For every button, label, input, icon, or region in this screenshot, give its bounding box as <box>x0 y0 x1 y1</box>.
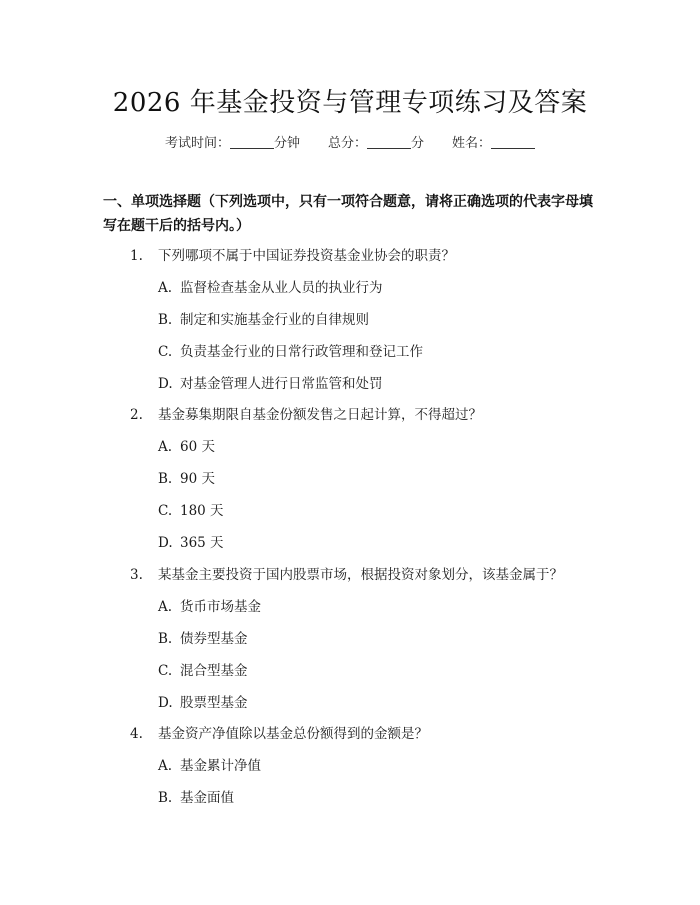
page-title: 2026 年基金投资与管理专项练习及答案 <box>112 88 588 118</box>
option-text: 基金累计净值 <box>180 758 261 774</box>
question-number: 3. <box>130 567 143 583</box>
option-2b <box>158 467 215 487</box>
option-text: 制定和实施基金行业的自律规则 <box>180 312 369 328</box>
option-2a <box>158 435 215 455</box>
option-1a <box>158 276 383 296</box>
option-3b <box>158 627 248 647</box>
option-text: 对基金管理人进行日常监管和处罚 <box>180 376 383 392</box>
question-1 <box>130 244 455 264</box>
option-4a <box>158 754 261 774</box>
section-heading: 一、单项选择题（下列选项中，只有一项符合题意，请将正确选项的代表字母填写在题干后的括号内。） <box>103 194 593 234</box>
option-letter: B. <box>158 312 173 328</box>
exam-meta-line <box>0 132 700 151</box>
name-blank <box>491 136 535 149</box>
option-letter: C. <box>158 344 173 360</box>
option-letter: B. <box>158 631 173 647</box>
option-text: 货币市场基金 <box>180 599 261 615</box>
question-number: 4. <box>130 726 143 742</box>
option-letter: D. <box>158 535 173 551</box>
time-label: 考试时间： <box>164 136 230 151</box>
question-text: 某基金主要投资于国内股票市场，根据投资对象划分，该基金属于？ <box>158 567 563 583</box>
question-number: 2. <box>130 407 143 423</box>
option-letter: A. <box>158 599 173 615</box>
option-2d <box>158 531 224 551</box>
option-letter: D. <box>158 695 173 711</box>
question-2 <box>130 403 482 423</box>
option-1d <box>158 372 383 392</box>
question-4 <box>130 722 428 742</box>
score-blank <box>367 136 411 149</box>
option-3a <box>158 595 261 615</box>
option-letter: A. <box>158 758 173 774</box>
option-text: 60 天 <box>180 439 215 455</box>
option-2c <box>158 499 224 519</box>
option-text: 混合型基金 <box>180 663 248 679</box>
option-text: 基金面值 <box>180 790 234 806</box>
option-1b <box>158 308 369 328</box>
option-letter: C. <box>158 503 173 519</box>
option-text: 180 天 <box>180 503 224 519</box>
option-3c <box>158 659 248 679</box>
name-label: 姓名： <box>452 136 492 151</box>
option-1c <box>158 340 423 360</box>
option-text: 股票型基金 <box>180 695 248 711</box>
question-text: 基金募集期限自基金份额发售之日起计算，不得超过？ <box>158 407 482 423</box>
option-text: 监督检查基金从业人员的执业行为 <box>180 280 383 296</box>
option-letter: C. <box>158 663 173 679</box>
option-letter: D. <box>158 376 173 392</box>
score-label: 总分： <box>327 136 367 151</box>
option-3d <box>158 691 248 711</box>
question-3 <box>130 563 563 583</box>
question-text: 下列哪项不属于中国证券投资基金业协会的职责？ <box>158 248 455 264</box>
option-letter: B. <box>158 471 173 487</box>
option-letter: B. <box>158 790 173 806</box>
option-letter: A. <box>158 280 173 296</box>
option-letter: A. <box>158 439 173 455</box>
option-text: 90 天 <box>180 471 215 487</box>
question-number: 1. <box>130 248 143 264</box>
time-unit: 分钟 <box>273 136 300 151</box>
option-text: 债券型基金 <box>180 631 248 647</box>
score-unit: 分 <box>411 136 425 151</box>
question-text: 基金资产净值除以基金总份额得到的金额是？ <box>158 726 428 742</box>
option-text: 365 天 <box>180 535 224 551</box>
time-blank <box>230 136 274 149</box>
option-text: 负责基金行业的日常行政管理和登记工作 <box>180 344 423 360</box>
option-4b <box>158 786 234 806</box>
